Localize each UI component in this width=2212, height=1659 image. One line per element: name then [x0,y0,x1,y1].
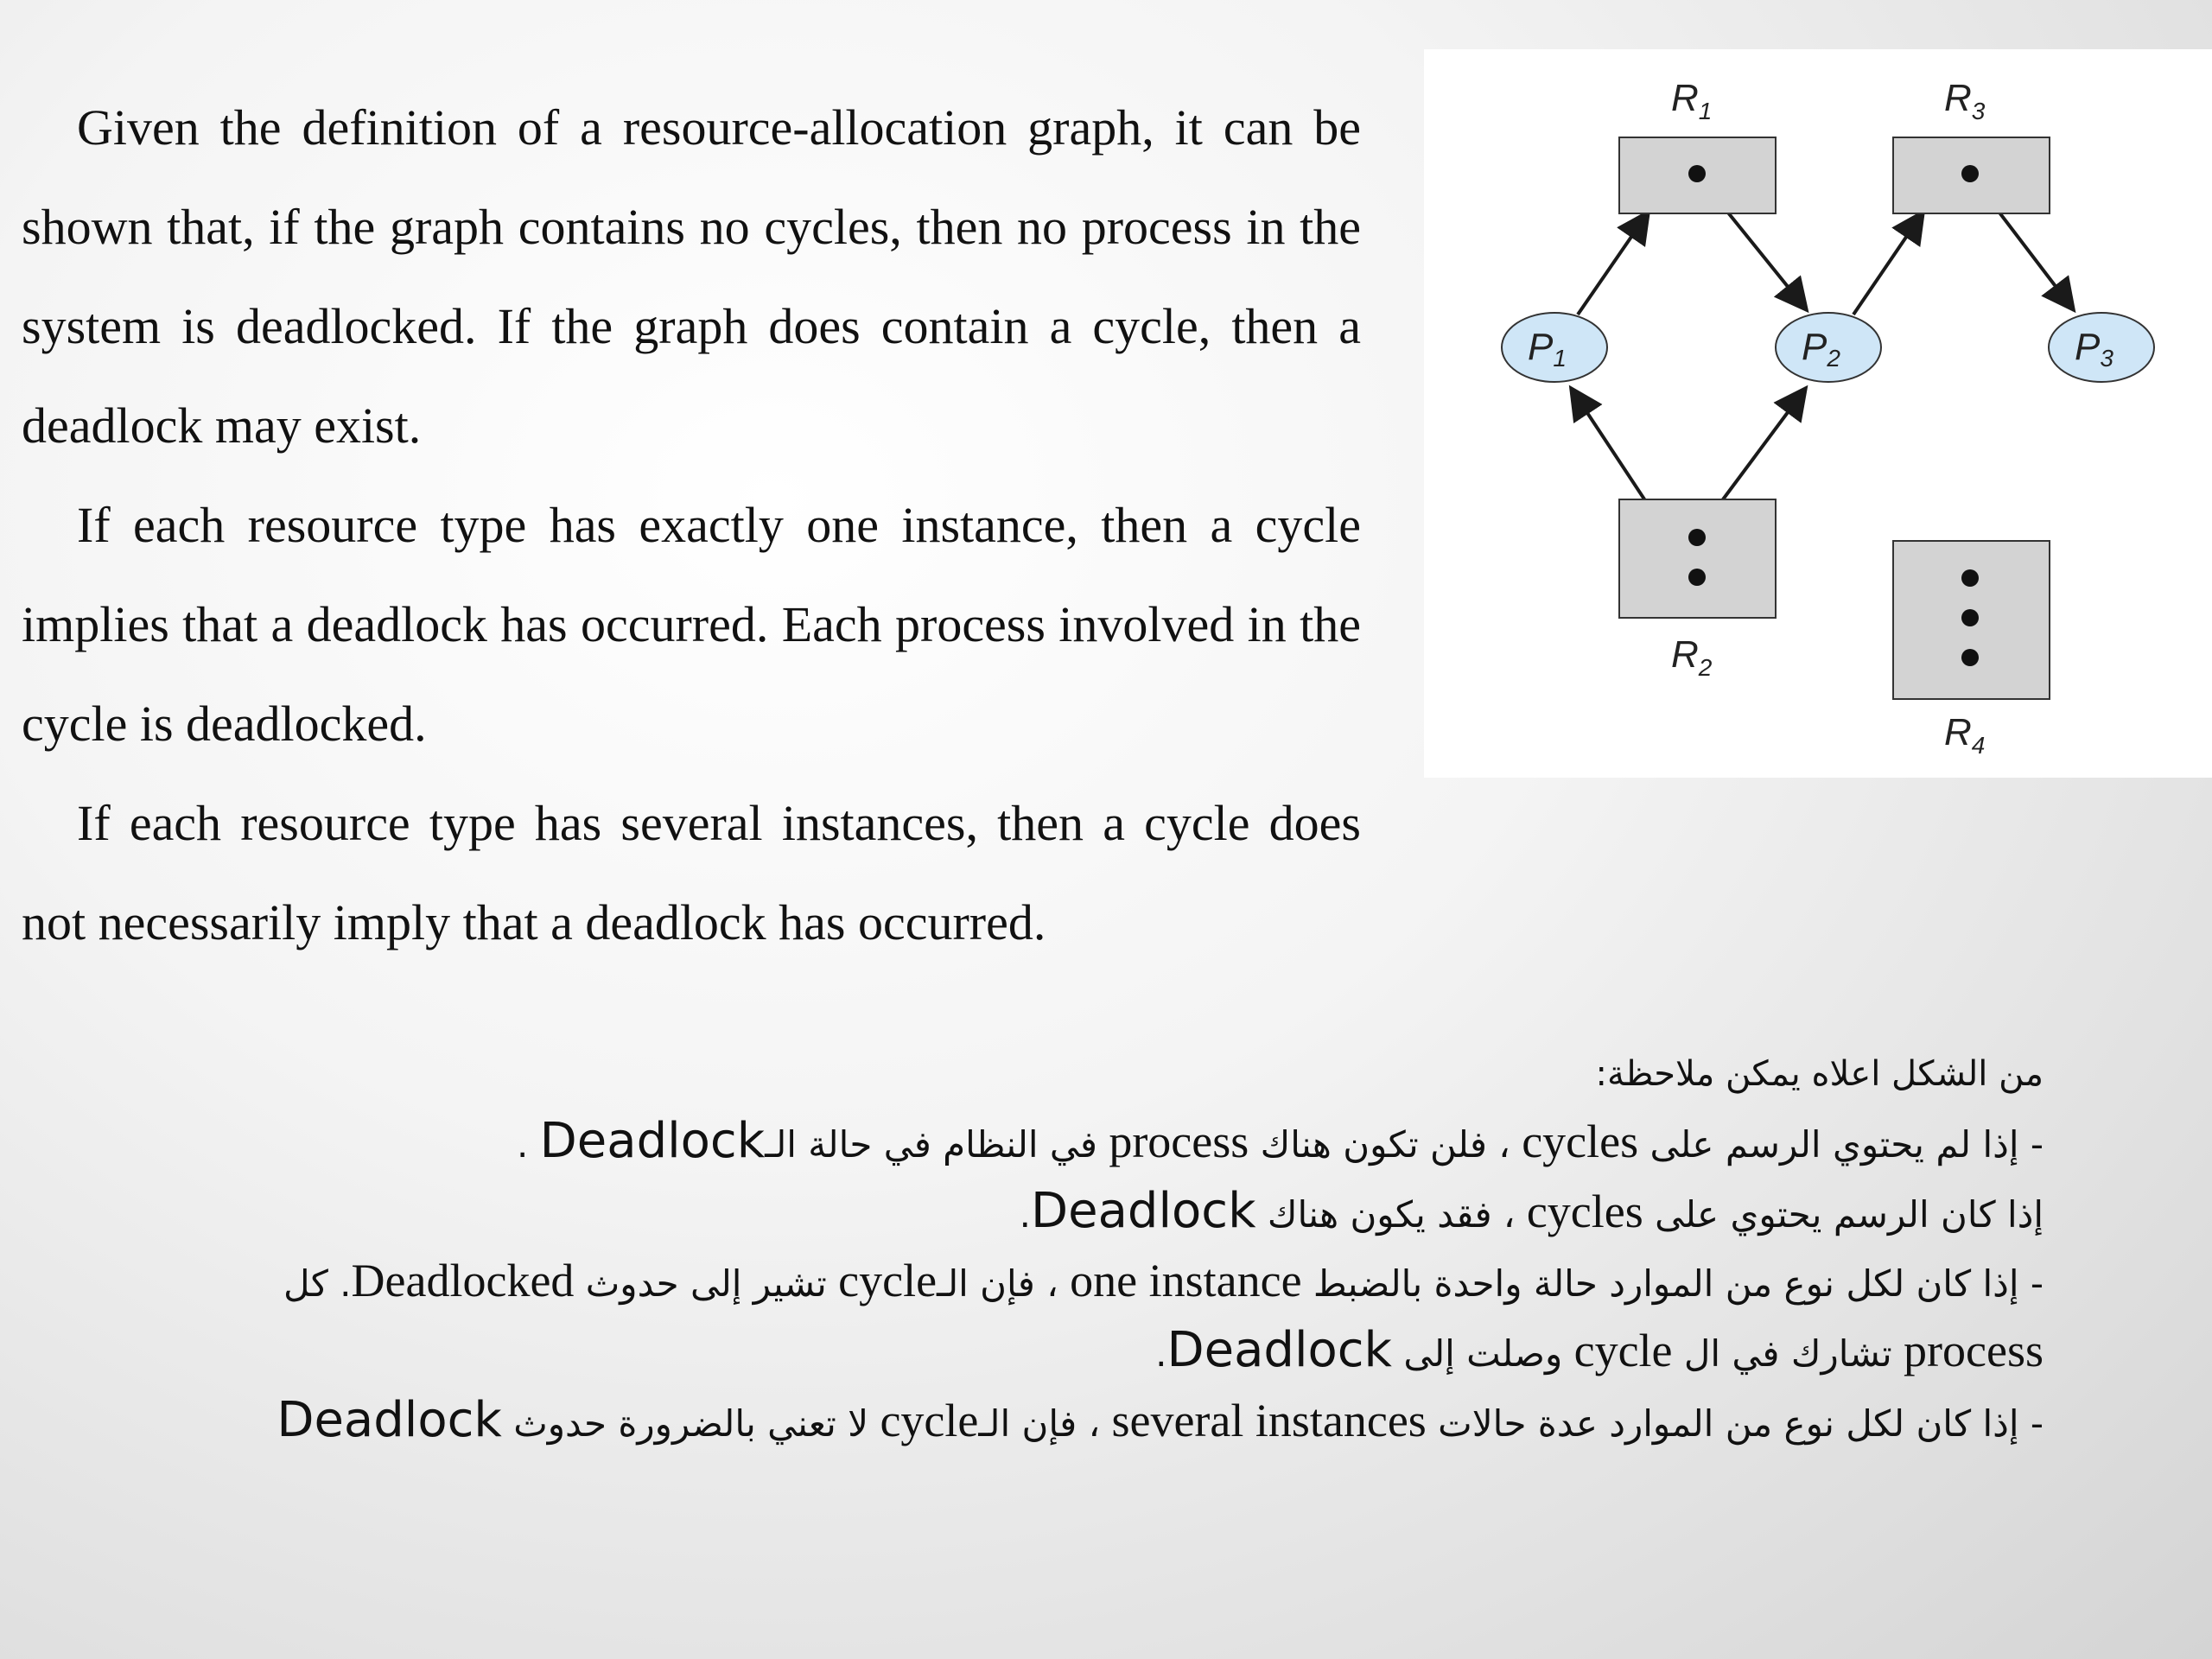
text-fragment: - إذا كان لكل نوع من الموارد حالة واحدة بالضبط [1301,1262,2044,1305]
resource-subscript: 4 [1971,732,1986,759]
text-fragment: . [516,1123,540,1166]
text-fragment: وصلت إلى [1391,1332,1574,1375]
text-fragment: - إذا كان لكل نوع من الموارد عدة حالات [1426,1402,2044,1445]
process-subscript: 1 [1553,345,1567,372]
resource-subscript: 2 [1698,654,1713,681]
process-label: P [2075,326,2101,368]
term-deadlock: Deadlock [1031,1183,1256,1239]
resource-subscript: 1 [1698,98,1713,124]
text-fragment: ، فإن الـ [978,1402,1112,1445]
process-label: P [1802,326,1827,368]
text-fragment: ، فقد يكون هناك [1255,1193,1527,1236]
term-cycle: cycle [880,1395,979,1446]
text-fragment: في النظام في حالة الـ [765,1123,1109,1166]
graph-canvas [1424,49,2212,778]
term-deadlock: Deadlock [1166,1322,1392,1378]
term-process: process [1109,1116,1249,1167]
instance-dot [1961,649,1979,666]
text-fragment: تشير إلى حدوث [574,1262,839,1305]
text-fragment: إذا كان الرسم يحتوي على [1643,1193,2044,1236]
explanation-text [22,78,1361,972]
arabic-intro: من الشكل اعلاه يمكن ملاحظة: [1595,1054,2044,1094]
term-cycles: cycles [1522,1116,1639,1167]
text-fragment: . [1155,1332,1167,1375]
instance-dot [1961,569,1979,587]
resource-r3 [1893,77,2050,213]
arabic-line-several-instances [112,1387,2044,1457]
resource-label: R [1671,633,1699,676]
svg-text:R4 [1944,711,1985,759]
process-p1 [1502,313,1607,382]
edge-p2-r3 [1853,212,1923,315]
term-cycle: cycle [1573,1325,1673,1376]
arabic-notes [112,1041,2044,1457]
resource-label: R [1944,711,1972,753]
text-fragment: لا تعني بالضرورة حدوث [501,1402,880,1445]
term-cycles: cycles [1526,1185,1643,1237]
term-one-instance: one instance [1070,1255,1302,1306]
paragraph-no-cycles: Given the definition of a resource-allocation graph, it can be shown that, if the graph contains no cycles, then no process in the system is deadlocked. If the graph does contain a cycle, then a deadlock may exist. [22,99,1361,454]
instance-dot [1961,609,1979,626]
term-several-instances: several instances [1111,1395,1427,1446]
resource-allocation-graph [1424,49,2212,778]
text-fragment: ، فإن الـ [937,1262,1071,1305]
term-process: process [1904,1325,2044,1376]
arabic-line-has-cycles [112,1178,2044,1248]
paragraph-several-instances: If each resource type has several instances, then a cycle does not necessarily imply that a deadlock has occurred. [22,795,1361,950]
process-label: P [1528,326,1554,368]
process-p2 [1776,313,1881,382]
process-subscript: 2 [1827,345,1840,372]
text-fragment: - إذا لم يحتوي الرسم على [1638,1123,2044,1166]
arabic-line-one-instance [112,1248,2044,1317]
resource-r4 [1893,541,2050,759]
instance-dot [1688,529,1706,546]
resource-subscript: 3 [1971,98,1986,124]
instance-dot [1688,569,1706,586]
term-deadlock: Deadlock [276,1392,502,1448]
svg-text:R2 [1671,633,1713,681]
process-p3 [2049,313,2154,382]
text-fragment: تشارك في ال [1672,1332,1904,1375]
resource-r1 [1619,77,1776,213]
term-deadlock: Deadlock [539,1113,766,1169]
text-fragment: ، فلن تكون هناك [1249,1123,1522,1166]
text-fragment: . [1019,1193,1032,1236]
instance-dot [1688,165,1706,182]
svg-text:R1 [1671,77,1712,124]
arabic-line-no-cycles [112,1108,2044,1178]
resource-label: R [1671,77,1699,119]
resource-label: R [1944,77,1972,119]
instance-dot [1961,165,1979,182]
term-deadlocked: Deadlocked [351,1255,575,1306]
edge-p1-r1 [1578,212,1649,315]
svg-text:R3 [1944,77,1986,124]
term-cycle: cycle [838,1255,938,1306]
arabic-line-each-process [112,1317,2044,1387]
resource-r2 [1619,499,1776,681]
text-fragment: . كل [283,1262,352,1305]
paragraph-single-instance: If each resource type has exactly one instance, then a cycle implies that a deadlock has occurred. Each process involved in the cycle is deadlocked. [22,497,1361,752]
process-subscript: 3 [2100,345,2113,372]
